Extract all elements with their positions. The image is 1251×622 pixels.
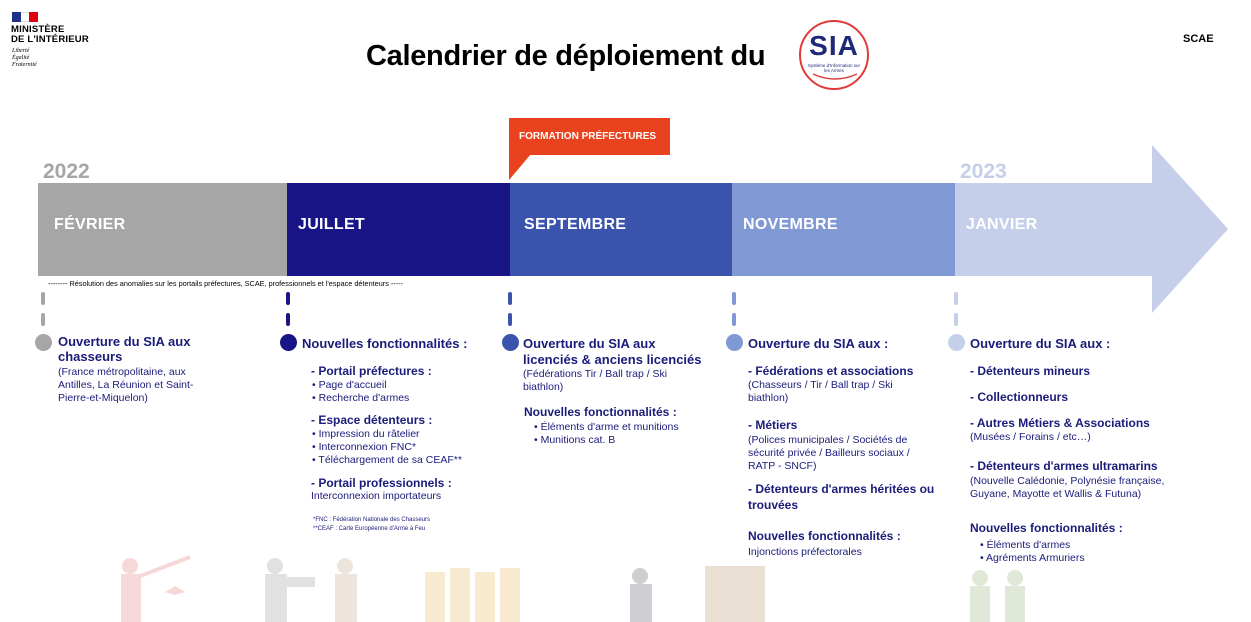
footnote-ceaf: **CEAF : Carte Européenne d'Arme à Feu <box>313 526 426 532</box>
septembre-detail: (Fédérations Tir / Ball trap / Ski biathlon) <box>523 368 668 393</box>
janvier-ultramarins: - Détenteurs d'armes ultramarins <box>970 459 1158 473</box>
month-fevrier: FÉVRIER <box>54 216 126 233</box>
month-janvier: JANVIER <box>966 216 1038 233</box>
tick <box>732 313 736 326</box>
septembre-heading-1: Ouverture du SIA aux <box>523 336 656 351</box>
list-item: • Munitions cat. B <box>534 434 616 446</box>
month-juillet: JUILLET <box>298 216 365 233</box>
anomaly-note: -------- Résolution des anomalies sur les portails préfectures, SCAE, professionnels et l'espace détenteurs ----- <box>48 279 404 288</box>
juillet-heading: Nouvelles fonctionnalités : <box>302 336 468 351</box>
janvier-mineurs: - Détenteurs mineurs <box>970 364 1091 378</box>
list-item: • Impression du râtelier <box>312 428 420 440</box>
callout-pointer <box>509 154 531 180</box>
juillet-portail-professionnels: - Portail professionnels : <box>311 476 452 490</box>
police-silhouette-icon <box>615 562 775 622</box>
list-item: • Recherche d'armes <box>312 392 410 404</box>
tick <box>286 313 290 326</box>
hunter-silhouette-icon <box>95 552 225 622</box>
septembre-heading-2: licenciés & anciens licenciés <box>523 352 702 367</box>
milestone-dot-janvier <box>948 334 965 351</box>
tick <box>508 292 512 305</box>
juillet-espace-detenteurs: - Espace détenteurs : <box>311 413 433 427</box>
novembre-metiers: - Métiers <box>748 418 798 432</box>
tick <box>508 313 512 326</box>
janvier-autres-metiers-detail: (Musées / Forains / etc…) <box>970 431 1091 443</box>
novembre-nouvelles-fonctionnalites: Nouvelles fonctionnalités : <box>748 529 901 543</box>
list-item: • Éléments d'arme et munitions <box>534 421 679 433</box>
year-2023: 2023 <box>960 160 1007 183</box>
page-title: Calendrier de déploiement du <box>366 40 766 72</box>
tick <box>732 292 736 305</box>
fevrier-heading: Ouverture du SIA aux chasseurs <box>58 334 191 364</box>
septembre-nouvelles-fonctionnalites: Nouvelles fonctionnalités : <box>524 405 677 419</box>
ministry-name: MINISTÈRE DE L'INTÉRIEUR <box>11 24 89 45</box>
juillet-interconnexion: Interconnexion importateurs <box>311 490 442 502</box>
novembre-federations: - Fédérations et associations <box>748 364 914 378</box>
milestone-dot-septembre <box>502 334 519 351</box>
tick <box>41 313 45 326</box>
fevrier-detail: (France métropolitaine, aux Antilles, La Réunion et Saint-Pierre-et-Miquelon) <box>58 366 194 404</box>
group-silhouette-icon <box>960 562 1060 622</box>
month-novembre: NOVEMBRE <box>743 216 838 233</box>
list-item: • Agréments Armuriers <box>980 552 1085 564</box>
list-item: • Éléments d'armes <box>980 539 1071 551</box>
janvier-ultramarins-detail: (Nouvelle Calédonie, Polynésie française, Guyane, Mayotte et Wallis & Futuna) <box>970 475 1165 500</box>
list-item: • Page d'accueil <box>312 379 387 391</box>
novembre-heading: Ouverture du SIA aux : <box>748 336 889 351</box>
milestone-dot-fevrier <box>35 334 52 351</box>
novembre-federations-detail: (Chasseurs / Tir / Ball trap / Ski biathlon) <box>748 379 893 404</box>
janvier-collectionneurs: - Collectionneurs <box>970 390 1069 404</box>
novembre-injonctions: Injonctions préfectorales <box>748 546 862 558</box>
novembre-metiers-detail: (Polices municipales / Sociétés de sécurité privée / Bailleurs sociaux / RATP - SNCF) <box>748 434 910 472</box>
janvier-heading: Ouverture du SIA aux : <box>970 336 1111 351</box>
logo-swoosh-icon <box>811 72 859 82</box>
athletes-silhouette-icon <box>420 562 540 622</box>
sia-logo: SIA Système d'Information sur les Armes <box>799 20 869 90</box>
timeline-arrow-head-icon <box>1152 145 1230 315</box>
tick <box>954 292 958 305</box>
footnote-fnc: *FNC : Fédération Nationale des Chasseurs <box>313 517 431 523</box>
list-item: • Interconnexion FNC* <box>312 441 417 453</box>
tick <box>286 292 290 305</box>
janvier-nouvelles-fonctionnalites: Nouvelles fonctionnalités : <box>970 521 1123 535</box>
list-item: • Téléchargement de sa CEAF** <box>312 454 462 466</box>
janvier-autres-metiers: - Autres Métiers & Associations <box>970 416 1150 430</box>
formation-callout: FORMATION PRÉFECTURES <box>509 118 670 155</box>
tick <box>41 292 45 305</box>
shooter-silhouette-icon <box>245 552 385 622</box>
republic-motto: Liberté Égalité Fraternité <box>12 48 37 68</box>
month-septembre: SEPTEMBRE <box>524 216 627 233</box>
tick <box>954 313 958 326</box>
year-2022: 2022 <box>43 160 90 183</box>
novembre-detenteurs-heritees: - Détenteurs d'armes héritées ou trouvées <box>748 482 935 512</box>
republic-flag-icon <box>12 12 38 22</box>
juillet-portail-prefectures: - Portail préfectures : <box>311 364 432 378</box>
corner-label: SCAE <box>1183 33 1214 45</box>
milestone-dot-juillet <box>280 334 297 351</box>
